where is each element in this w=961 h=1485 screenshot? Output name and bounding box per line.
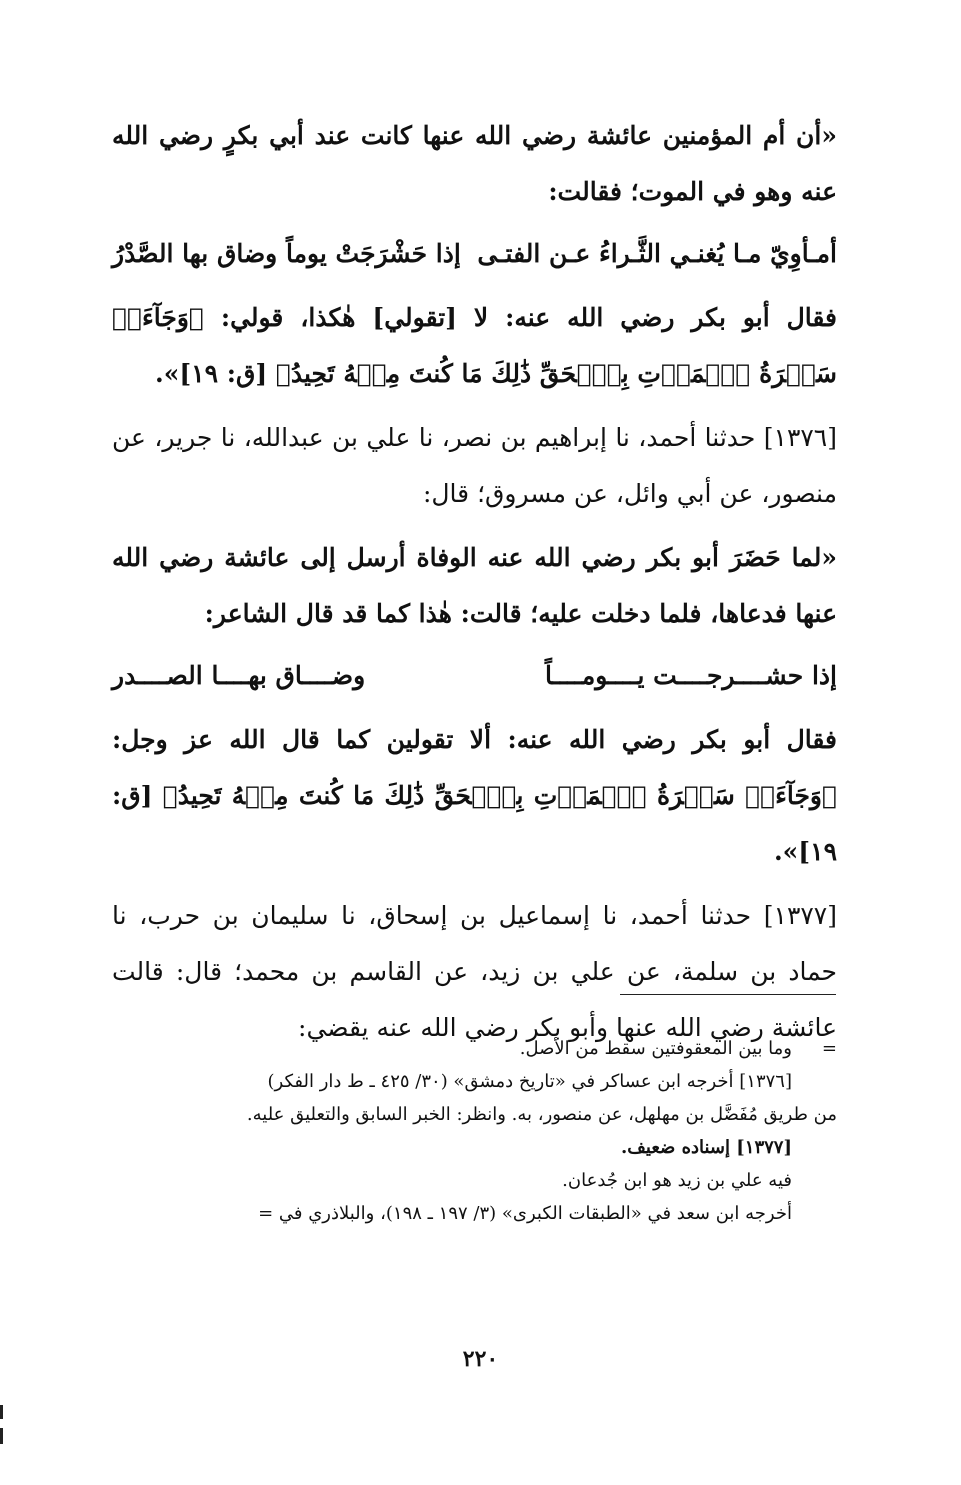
footnote-line-5: فيه علي بن زيد هو ابن جُدعان.	[562, 1170, 792, 1191]
verse-2-first-hemistich: إذا حشــــرجــــت يــــومــــاً	[544, 661, 837, 690]
scan-edge-mark-2	[0, 1428, 3, 1444]
footnote-line-1	[112, 1032, 837, 1065]
footnote-line-4: [١٣٧٧] إسناده ضعيف.	[621, 1137, 792, 1158]
paragraph-1: «أن أم المؤمنين عائشة رضي الله عنها كانت عند أبي بكرٍ رضي الله عنه وهو في الموت؛ فقالت:	[112, 121, 837, 206]
paragraph-5: فقال أبو بكر رضي الله عنه: ألا تقولين كما قال الله عز وجل: ﴿وَجَآءَتۡ سَكۡرَةُ ٱلۡمَوۡتِ بِٱلۡحَقِّ ذَٰلِكَ مَا كُنتَ مِنۡهُ تَحِيدُ﴾ [ق: ١٩]».	[112, 725, 837, 866]
paragraph-4: «لما حَضَرَ أبو بكر رضي الله عنه الوفاة أرسل إلى عائشة رضي الله عنها فدعاها، فلما دخلت عليه؛ قالت: هٰذا كما قد قال الشاعر:	[112, 543, 837, 628]
footnote-line-2: [١٣٧٦] أخرجه ابن عساكر في «تاريخ دمشق» (٣٠/ ٤٢٥ ـ ط دار الفكر)	[267, 1071, 792, 1092]
verse-1-first-hemistich: أمـأوِيّ مـا يُغنـي الثَّـراءُ عـن الفتـى	[477, 239, 837, 268]
page-number: ٢٢٠	[462, 1346, 499, 1372]
footnote-line-3: من طريق مُفَضَّل بن مهلهل، عن منصور، به. وانظر: الخبر السابق والتعليق عليه.	[246, 1104, 837, 1125]
verse-2-second-hemistich: وضــــاق بهــــا الصــــدر	[112, 661, 366, 690]
footnote-divider	[620, 994, 836, 995]
scan-edge-mark-1	[0, 1405, 3, 1419]
main-text	[112, 108, 837, 1056]
footnote-text-1: وما بين المعقوفتين سقط من الأصل.	[519, 1038, 792, 1059]
verse-1-second-hemistich: إذا حَشْرَجَتْ يوماً وضاق بها الصَّدْرُ	[112, 239, 461, 268]
verse-2	[112, 648, 837, 704]
footnote-line-6: أخرجه ابن سعد في «الطبقات الكبرى» (٣/ ١٩٧ ـ ١٩٨)، والبلاذري في =	[258, 1203, 792, 1224]
footnotes	[112, 1032, 837, 1230]
paragraph-3: [١٣٧٦] حدثنا أحمد، نا إبراهيم بن نصر، نا علي بن عبدالله، نا جرير، عن منصور، عن أبي وائل، عن مسروق؛ قال:	[112, 423, 837, 508]
paragraph-2: فقال أبو بكر رضي الله عنه: لا [تقولي] هٰكذا، قولي: ﴿وَجَآءَتۡ سَكۡرَةُ ٱلۡمَوۡتِ بِٱلۡحَقِّ ذَٰلِكَ مَا كُنتَ مِنۡهُ تَحِيدُ﴾ [ق: ١٩]».	[112, 303, 837, 388]
paragraph-6: [١٣٧٧] حدثنا أحمد، نا إسماعيل بن إسحاق، نا سليمان بن حرب، نا حماد بن سلمة، عن علي بن زيد، عن القاسم بن محمد؛ قال: قالت عائشة رضي الله عنها وأبو بكر رضي الله عنه يقضي:	[112, 901, 837, 1042]
continuation-marker: =	[821, 1038, 837, 1059]
verse-1	[112, 226, 837, 282]
